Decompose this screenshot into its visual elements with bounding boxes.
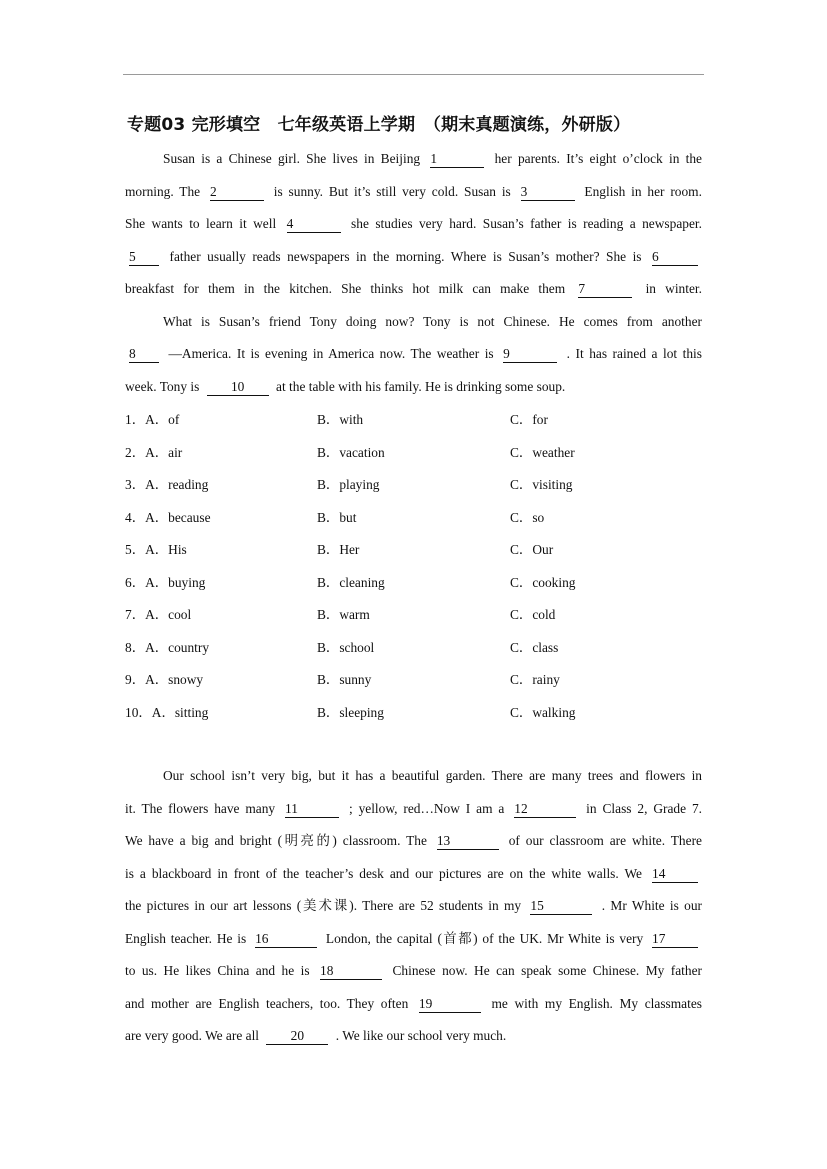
passage-text: in winter.: [645, 281, 702, 296]
passage-line: [125, 923, 702, 956]
option-a[interactable]: 6．A．buying: [125, 574, 206, 590]
passage-line: [125, 306, 702, 339]
passage-text: . It has rained a lot this: [566, 346, 702, 361]
option-b[interactable]: B．with: [317, 412, 364, 427]
passage-text: in Class 2, Grade 7.: [586, 800, 702, 816]
option-a[interactable]: 10．A．sitting: [125, 704, 209, 720]
passage-line: [125, 793, 702, 826]
blank-9[interactable]: 9: [503, 347, 557, 363]
question-row-2: [125, 437, 702, 470]
question-row-10: [125, 697, 702, 730]
passage-text: is sunny. But it’s still very cold. Susan is: [273, 183, 511, 199]
blank-16[interactable]: 16: [255, 932, 317, 948]
option-c[interactable]: C．cooking: [510, 574, 576, 590]
passage-text: . Mr White is our: [601, 898, 702, 913]
blank-2[interactable]: 2: [210, 185, 264, 201]
passage-text: she studies very hard. Susan’s father is reading a newspaper.: [351, 216, 702, 231]
option-b[interactable]: B．sunny: [317, 672, 372, 687]
passage-text: London, the capital (首都) of the UK. Mr White is very: [325, 930, 644, 946]
passage-2: [125, 760, 702, 1053]
passage-text: to us. He likes China and he is: [125, 963, 310, 978]
passage-line: [125, 371, 702, 404]
blank-10[interactable]: 10: [207, 380, 269, 396]
blank-18[interactable]: 18: [320, 964, 382, 980]
option-c[interactable]: C．visiting: [510, 477, 573, 492]
option-c[interactable]: C．Our: [510, 542, 554, 557]
passage-line: [125, 338, 702, 371]
option-c[interactable]: C．so: [510, 509, 545, 525]
passage-line: [125, 208, 702, 241]
option-c[interactable]: C．walking: [510, 704, 576, 720]
option-a[interactable]: 8．A．country: [125, 639, 210, 655]
passage-text: Susan is a Chinese girl. She lives in Beijing: [163, 151, 421, 166]
option-b[interactable]: B．but: [317, 509, 357, 525]
passage-line: [125, 241, 702, 274]
passage-line: [125, 955, 702, 988]
option-a[interactable]: 9．A．snowy: [125, 672, 204, 687]
question-row-5: [125, 534, 702, 567]
page-title: 专题03 完形填空 七年级英语上学期 （期末真题演练，外研版）: [127, 115, 631, 135]
option-a[interactable]: 2．A．air: [125, 444, 183, 460]
question-row-9: [125, 664, 702, 697]
passage-text: —America. It is evening in America now. The weather is: [168, 346, 494, 361]
option-c[interactable]: C．rainy: [510, 672, 560, 687]
passage-text: ; yellow, red…Now I am a: [348, 800, 505, 816]
blank-19[interactable]: 19: [419, 997, 481, 1013]
question-row-4: [125, 502, 702, 535]
passage-text: the pictures in our art lessons (美术课). There are 52 students in my: [125, 898, 522, 913]
option-b[interactable]: B．Her: [317, 542, 360, 557]
header-rule: [123, 74, 704, 75]
passage-text: father usually reads newspapers in the morning. Where is Susan’s mother? She is: [169, 248, 642, 264]
option-b[interactable]: B．school: [317, 639, 375, 655]
passage-text: are very good. We are all: [125, 1028, 260, 1043]
blank-15[interactable]: 15: [530, 899, 592, 915]
option-c[interactable]: C．cold: [510, 607, 556, 622]
blank-7[interactable]: 7: [578, 282, 632, 298]
passage-line: [125, 858, 702, 891]
passage-text: breakfast for them in the kitchen. She thinks hot milk can make them: [125, 281, 566, 296]
passage-line: [125, 988, 702, 1021]
passage-line: [125, 890, 702, 923]
passage-line: [125, 1020, 702, 1053]
option-a[interactable]: 7．A．cool: [125, 607, 192, 622]
passage-text: She wants to learn it well: [125, 216, 277, 231]
passage-text: me with my English. My classmates: [491, 995, 702, 1011]
passage-text: of our classroom are white. There: [508, 833, 702, 848]
blank-14[interactable]: 14: [652, 867, 698, 883]
question-row-7: [125, 599, 702, 632]
option-a[interactable]: 4．A．because: [125, 509, 211, 525]
question-row-1: [125, 404, 702, 437]
blank-6[interactable]: 6: [652, 250, 698, 266]
option-b[interactable]: B．cleaning: [317, 574, 385, 590]
option-c[interactable]: C．class: [510, 639, 559, 655]
option-b[interactable]: B．vacation: [317, 444, 385, 460]
option-c[interactable]: C．weather: [510, 444, 575, 460]
option-a[interactable]: 5．A．His: [125, 542, 187, 557]
passage-text: We have a big and bright (明亮的) classroom. The: [125, 833, 427, 848]
question-row-3: [125, 469, 702, 502]
passage-line: [125, 273, 702, 306]
option-b[interactable]: B．sleeping: [317, 704, 384, 720]
blank-3[interactable]: 3: [521, 185, 575, 201]
passage-text: her parents. It’s eight o’clock in the: [494, 151, 702, 166]
passage-text: Our school isn’t very big, but it has a beautiful garden. There are many trees and flowers in: [163, 768, 702, 783]
option-b[interactable]: B．playing: [317, 477, 380, 492]
blank-8[interactable]: 8: [129, 347, 159, 363]
passage-text: it. The flowers have many: [125, 800, 276, 816]
passage-line: [125, 825, 702, 858]
blank-12[interactable]: 12: [514, 802, 576, 818]
blank-4[interactable]: 4: [287, 217, 341, 233]
question-row-6: [125, 567, 702, 600]
passage-text: What is Susan’s friend Tony doing now? Tony is not Chinese. He comes from another: [163, 313, 702, 329]
passage-line: [125, 176, 702, 209]
option-a[interactable]: 3．A．reading: [125, 477, 209, 492]
passage-text: English teacher. He is: [125, 930, 247, 946]
blank-11[interactable]: 11: [285, 802, 339, 818]
option-b[interactable]: B．warm: [317, 607, 370, 622]
passage-1: [125, 143, 702, 403]
passage-text: Chinese now. He can speak some Chinese. My father: [392, 963, 702, 978]
passage-text: English in her room.: [584, 183, 702, 199]
passage-text: . We like our school very much.: [335, 1028, 507, 1043]
passage-text: morning. The: [125, 183, 201, 199]
blank-17[interactable]: 17: [652, 932, 698, 948]
question-row-8: [125, 632, 702, 665]
blank-5[interactable]: 5: [129, 250, 159, 266]
passage-line: [125, 760, 702, 793]
blank-1[interactable]: 1: [430, 152, 484, 168]
passage-text: week. Tony is: [125, 378, 200, 394]
blank-20[interactable]: 20: [266, 1029, 328, 1045]
option-c[interactable]: C．for: [510, 412, 548, 427]
passage-text: and mother are English teachers, too. They often: [125, 995, 409, 1011]
passage-text: is a blackboard in front of the teacher’s desk and our pictures are on the white walls. We: [125, 865, 642, 881]
blank-13[interactable]: 13: [437, 834, 499, 850]
passage-text: at the table with his family. He is drinking some soup.: [276, 378, 566, 394]
option-a[interactable]: 1．A．of: [125, 412, 180, 427]
passage-line: [125, 143, 702, 176]
answer-options: [125, 404, 702, 729]
